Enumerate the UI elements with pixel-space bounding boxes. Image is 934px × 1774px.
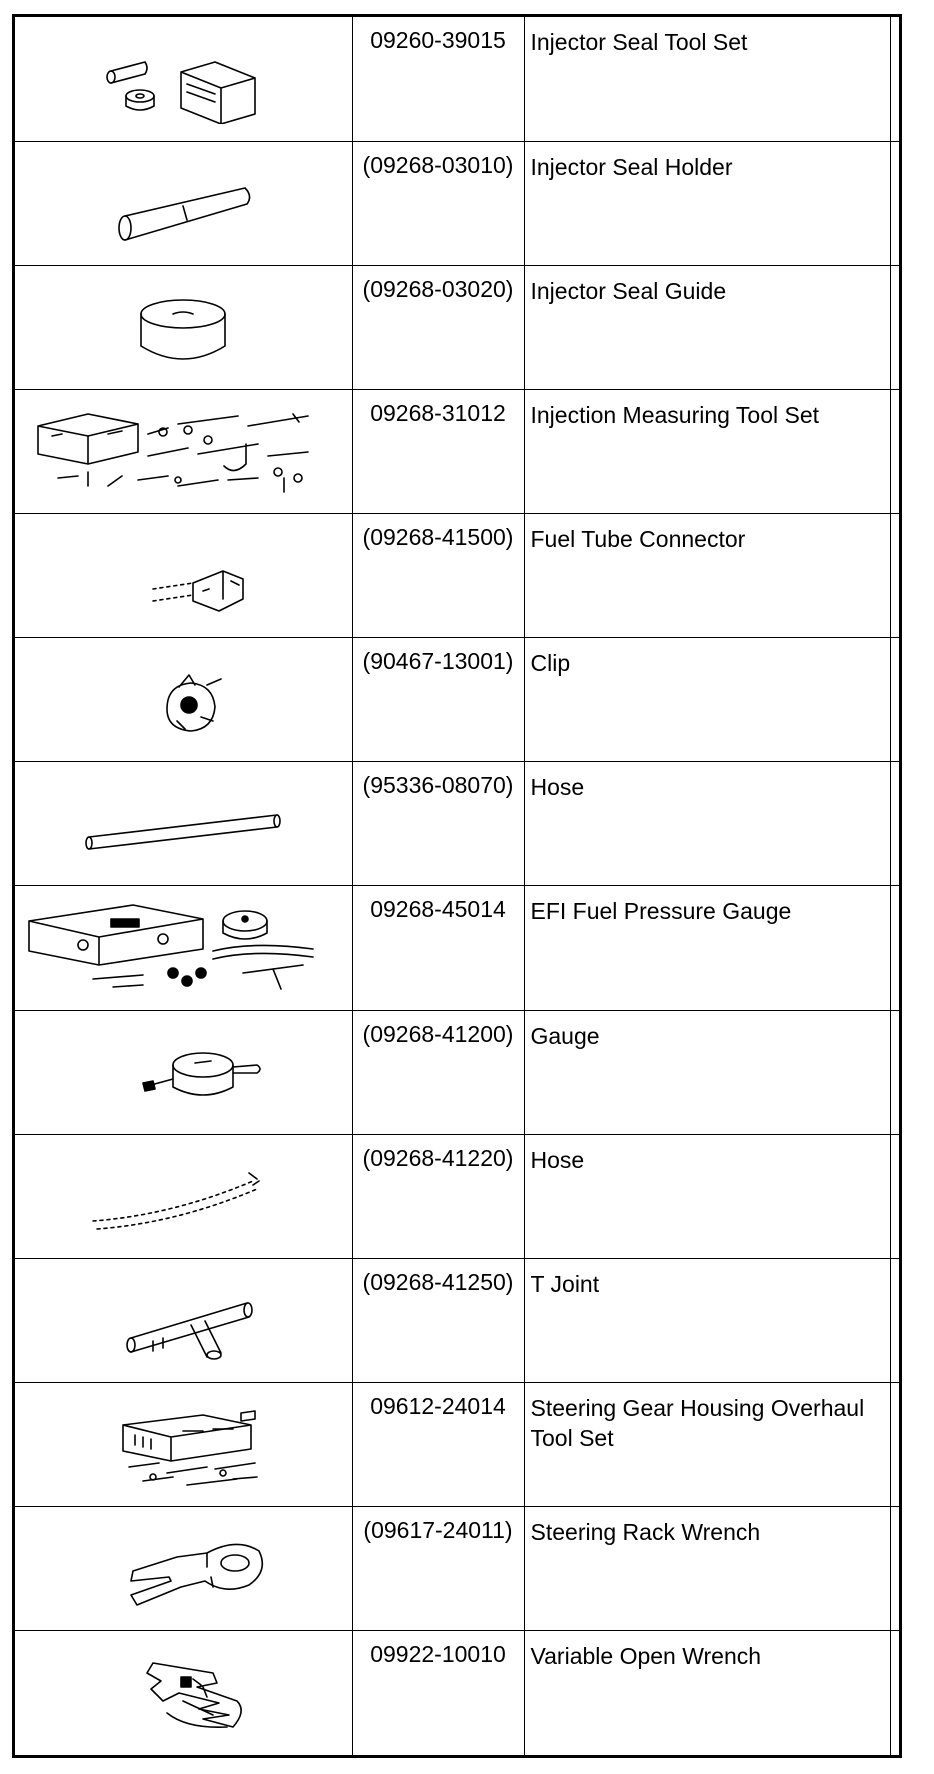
table-row	[15, 1010, 902, 1134]
special-tools-table	[15, 17, 902, 1755]
hose-icon	[73, 779, 293, 869]
tool-image-cell	[15, 762, 352, 886]
hose-icon	[73, 1151, 293, 1241]
table-row	[15, 1507, 902, 1631]
injector-seal-guide-icon	[83, 282, 283, 372]
table-row	[15, 141, 902, 265]
steering-gear-tool-set-icon	[83, 1395, 283, 1495]
part-number: (09268-41200)	[352, 1010, 524, 1134]
tool-name: Injector Seal Guide	[524, 265, 890, 389]
t-joint-icon	[83, 1275, 283, 1365]
tool-image-cell	[15, 1010, 352, 1134]
table-row	[15, 638, 902, 762]
part-number: (09617-24011)	[352, 1507, 524, 1631]
injector-seal-holder-icon	[83, 158, 283, 248]
special-tools-sheet	[12, 14, 902, 1758]
tool-name: EFI Fuel Pressure Gauge	[524, 886, 890, 1010]
part-number: (95336-08070)	[352, 762, 524, 886]
tool-name: Fuel Tube Connector	[524, 514, 890, 638]
blank-cell	[890, 1134, 902, 1258]
part-number: (09268-03020)	[352, 265, 524, 389]
tool-image-cell	[15, 1258, 352, 1382]
injector-seal-tool-set-icon	[83, 34, 283, 124]
blank-cell	[890, 17, 902, 141]
variable-open-wrench-icon	[83, 1643, 283, 1743]
table-row	[15, 1383, 902, 1507]
tool-name: Gauge	[524, 1010, 890, 1134]
tool-name: Injector Seal Tool Set	[524, 17, 890, 141]
table-row	[15, 17, 902, 141]
blank-cell	[890, 886, 902, 1010]
tool-name: T Joint	[524, 1258, 890, 1382]
blank-cell	[890, 1507, 902, 1631]
tool-image-cell	[15, 1134, 352, 1258]
tool-image-cell	[15, 638, 352, 762]
clip-icon	[83, 655, 283, 745]
blank-cell	[890, 389, 902, 513]
table-row	[15, 514, 902, 638]
tool-image-cell	[15, 141, 352, 265]
blank-cell	[890, 1010, 902, 1134]
blank-cell	[890, 1631, 902, 1755]
part-number: (09268-41500)	[352, 514, 524, 638]
table-row	[15, 886, 902, 1010]
tool-image-cell	[15, 886, 352, 1010]
blank-cell	[890, 1383, 902, 1507]
table-row	[15, 1631, 902, 1755]
table-row	[15, 265, 902, 389]
part-number: 09612-24014	[352, 1383, 524, 1507]
table-row	[15, 762, 902, 886]
tool-name: Hose	[524, 1134, 890, 1258]
tool-image-cell	[15, 17, 352, 141]
efi-fuel-pressure-gauge-icon	[23, 893, 343, 1003]
table-row	[15, 1258, 902, 1382]
injection-measuring-tool-set-icon	[28, 396, 338, 506]
tool-image-cell	[15, 389, 352, 513]
blank-cell	[890, 762, 902, 886]
part-number: (09268-41250)	[352, 1258, 524, 1382]
tool-image-cell	[15, 1507, 352, 1631]
gauge-icon	[83, 1027, 283, 1117]
part-number: (09268-03010)	[352, 141, 524, 265]
tool-name: Steering Gear Housing Overhaul Tool Set	[524, 1383, 890, 1507]
steering-rack-wrench-icon	[83, 1519, 283, 1619]
tool-image-cell	[15, 514, 352, 638]
tool-name: Clip	[524, 638, 890, 762]
blank-cell	[890, 141, 902, 265]
part-number: (09268-41220)	[352, 1134, 524, 1258]
tool-name: Injector Seal Holder	[524, 141, 890, 265]
part-number: 09268-45014	[352, 886, 524, 1010]
part-number: (90467-13001)	[352, 638, 524, 762]
tool-name: Hose	[524, 762, 890, 886]
tool-image-cell	[15, 1631, 352, 1755]
part-number: 09922-10010	[352, 1631, 524, 1755]
table-row	[15, 1134, 902, 1258]
tool-image-cell	[15, 265, 352, 389]
tool-name: Injection Measuring Tool Set	[524, 389, 890, 513]
blank-cell	[890, 514, 902, 638]
part-number: 09268-31012	[352, 389, 524, 513]
tool-name: Steering Rack Wrench	[524, 1507, 890, 1631]
fuel-tube-connector-icon	[83, 531, 283, 621]
part-number: 09260-39015	[352, 17, 524, 141]
blank-cell	[890, 638, 902, 762]
table-row	[15, 389, 902, 513]
tool-name: Variable Open Wrench	[524, 1631, 890, 1755]
tool-image-cell	[15, 1383, 352, 1507]
blank-cell	[890, 1258, 902, 1382]
blank-cell	[890, 265, 902, 389]
